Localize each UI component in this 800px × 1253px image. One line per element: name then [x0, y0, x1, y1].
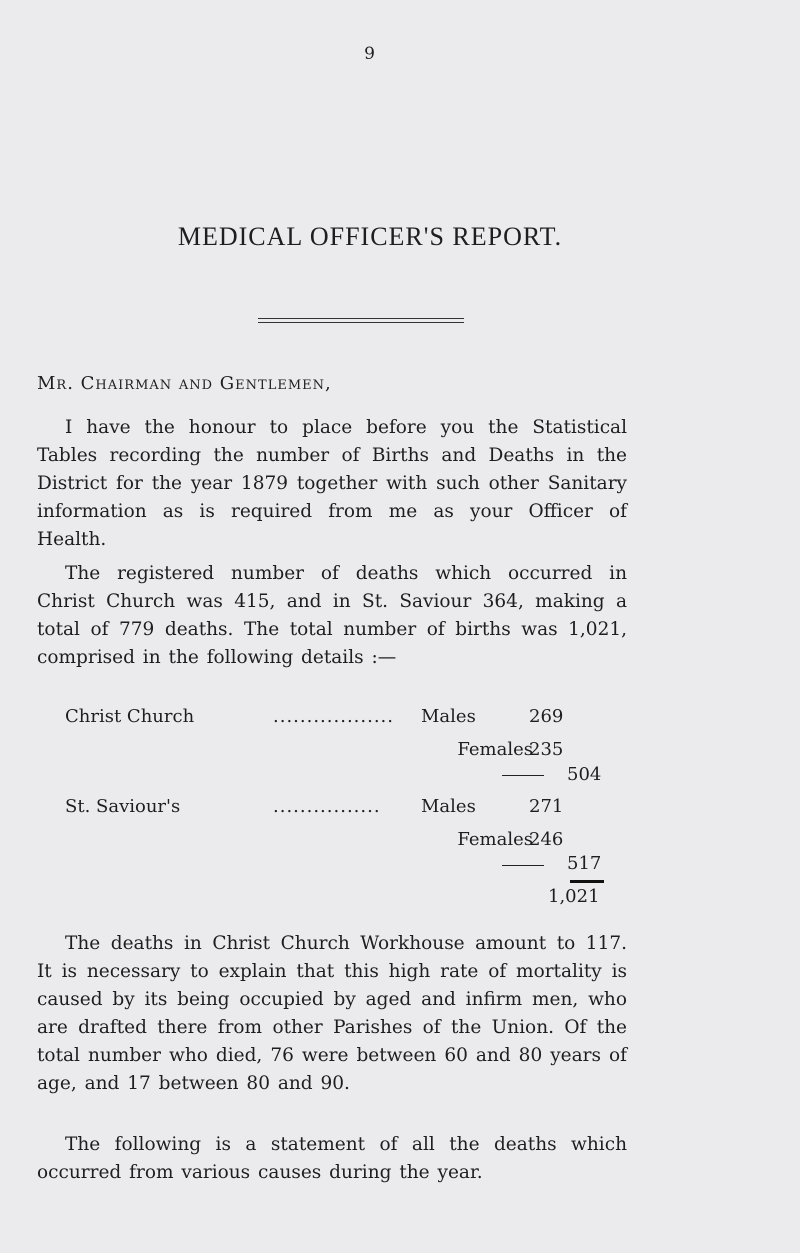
st-saviours-females-count: 246 — [529, 829, 564, 850]
st-saviours-label: St. Saviour's — [65, 796, 181, 817]
page-title: MEDICAL OFFICER'S REPORT. — [177, 222, 563, 251]
christ-church-subtotal: 504 — [567, 764, 602, 785]
dot-leader: ................ — [273, 796, 381, 817]
births-grand-total: 1,021 — [548, 886, 600, 907]
christ-church-females-row — [37, 739, 637, 767]
title-divider-bottom — [258, 322, 464, 323]
subtotal-rule — [502, 865, 544, 866]
christ-church-males-row — [37, 706, 637, 734]
christ-church-label: Christ Church — [65, 706, 195, 727]
paragraph-deaths-births: The registered number of deaths which occurred in Christ Church was 415, and in St. Saviour 364, making a total of 779 deaths. The total number of births was 1,021, comprised in the following details :— — [37, 563, 627, 668]
males-label: Males — [421, 796, 476, 817]
st-saviours-males-count: 271 — [529, 796, 564, 817]
st-saviours-subtotal: 517 — [567, 853, 602, 874]
christ-church-males-count: 269 — [529, 706, 564, 727]
subtotal-rule — [502, 775, 544, 776]
paragraph-statement: The following is a statement of all the deaths which occurred from various causes during the year. — [37, 1134, 627, 1183]
total-rule — [570, 880, 604, 883]
dot-leader: .................. — [273, 706, 394, 727]
females-label: Females — [457, 739, 533, 760]
st-saviours-males-row — [37, 796, 637, 824]
females-label: Females — [457, 829, 533, 850]
paragraph-workhouse: The deaths in Christ Church Workhouse amount to 117. It is necessary to explain that this high rate of mortality is caused by its being occupied by aged and infirm men, who are drafted there from other Parishes of the Union. Of the total number who died, 76 were between 60 and 80 years of age, and 17 between 80 and 90. — [37, 933, 627, 1094]
christ-church-females-count: 235 — [529, 739, 564, 760]
st-saviours-females-row — [37, 829, 637, 857]
males-label: Males — [421, 706, 476, 727]
salutation: Mr. Chairman and Gentlemen, — [37, 373, 332, 394]
page-number: 9 — [364, 44, 376, 64]
title-divider-top — [258, 318, 464, 319]
paragraph-introduction: I have the honour to place before you the Statistical Tables recording the number of Births and Deaths in the District for the year 1879 together with such other Sanitary information as is required from me as your Officer of Health. — [37, 417, 627, 550]
